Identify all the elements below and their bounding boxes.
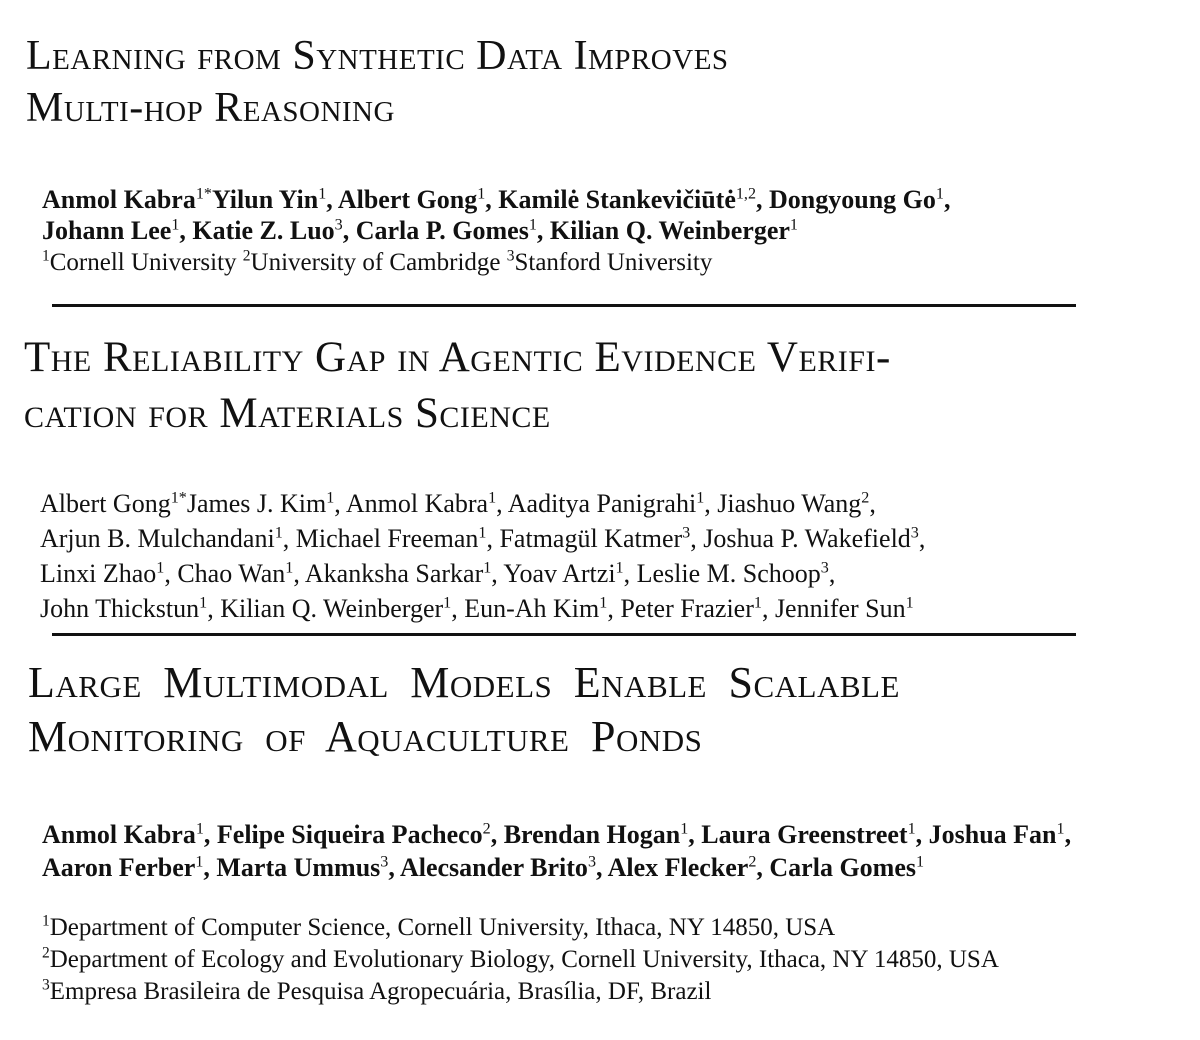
author-line: Anmol Kabra$^1$, Felipe Siqueira Pacheco$^2$, Brendan Hogan$^1$, Laura Greenstreet$^1$, Joshua Fan$^1$, <box>42 820 1072 849</box>
author-affiliation-mark: 1 <box>483 559 492 577</box>
author-affiliation-mark: 2 <box>748 853 757 871</box>
author-footnote-mark: * <box>178 489 187 507</box>
author-name: Kamilė Stankevičiūtė <box>498 185 736 214</box>
author-affiliation-mark: 1 <box>478 524 487 542</box>
author-affiliation-mark: 1 <box>195 853 204 871</box>
affiliation-mark: 3 <box>42 976 50 994</box>
author-name: Leslie M. Schoop <box>636 559 821 588</box>
paper-title-line: The Reliability Gap in Agentic Evidence Verifi- <box>24 334 891 381</box>
author-affiliation-mark: 1 <box>789 216 798 234</box>
author <box>717 489 869 518</box>
author-name: Carla P. Gomes <box>355 216 529 245</box>
author <box>769 853 924 882</box>
author-name: Eun-Ah Kim <box>464 594 600 623</box>
author <box>499 524 690 553</box>
author-name: Dongyoung Go <box>769 185 936 214</box>
author-name: John Thickstun <box>40 594 200 623</box>
author-affiliation-mark: 1 <box>326 489 335 507</box>
author-affiliation-mark: 1,2 <box>735 185 757 203</box>
author-name: Alex Flecker <box>607 853 749 882</box>
author-affiliation-mark: 1 <box>680 820 689 838</box>
author <box>216 853 388 882</box>
paper-title-line: Learning from Synthetic Data Improves <box>26 33 729 79</box>
author <box>775 594 914 623</box>
affiliation-text: Cornell University <box>49 249 237 276</box>
author-name: Marta Ummus <box>216 853 381 882</box>
author-line: Anmol Kabra$^{1*}$Yilun Yin$^1$, Albert Gong$^1$, Kamilė Stankevičiūtė$^{1,2}$, Dongyoung Go$^1$, <box>42 185 951 214</box>
author-list-2 <box>40 486 925 626</box>
author-name: James J. Kim <box>186 489 327 518</box>
author-name: Joshua P. Wakefield <box>703 524 911 553</box>
author-name: Jiashuo Wang <box>717 489 862 518</box>
author-affiliation-mark: 3 <box>682 524 691 542</box>
author <box>701 820 915 849</box>
author <box>217 820 491 849</box>
author <box>769 185 944 214</box>
author-affiliation-mark: 3 <box>587 853 596 871</box>
author-affiliation-mark: 1 <box>753 594 762 612</box>
divider-rule <box>52 304 1076 307</box>
author-affiliation-mark: 3 <box>380 853 389 871</box>
author-name: Aaron Ferber <box>42 853 196 882</box>
author-name: Fatmagül Katmer <box>499 524 683 553</box>
author <box>464 594 607 623</box>
author-name: Linxi Zhao <box>40 559 157 588</box>
author <box>42 185 212 214</box>
author-affiliation-mark: 1 <box>156 559 165 577</box>
author-name: Kilian Q. Weinberger <box>549 216 790 245</box>
author-line: Albert Gong$^{1*}$James J. Kim$^1$, Anmol Kabra$^1$, Aaditya Panigrahi$^1$, Jiashuo Wang$^2$, <box>40 489 876 518</box>
author-name: Michael Freeman <box>295 524 479 553</box>
author <box>40 489 187 518</box>
affiliation-mark: 2 <box>242 247 251 265</box>
author-name: Jennifer Sun <box>774 594 906 623</box>
affiliation-line <box>42 248 712 278</box>
author-name: Johann Lee <box>42 216 172 245</box>
author <box>504 820 689 849</box>
paper-title-line: Large Multimodal Models Enable Scalable <box>28 658 900 707</box>
paper-title-line: cation for Materials Science <box>24 390 551 437</box>
affiliation-list-1 <box>42 248 712 278</box>
author-affiliation-mark: 1 <box>916 853 925 871</box>
affiliation-text: University of Cambridge <box>250 249 501 276</box>
author-affiliation-mark: 1 <box>170 489 179 507</box>
author-affiliation-mark: 1 <box>696 489 705 507</box>
author-affiliation-mark: 1 <box>477 185 486 203</box>
author <box>400 853 596 882</box>
author <box>220 594 451 623</box>
author <box>356 216 537 245</box>
author-affiliation-mark: 1 <box>171 216 180 234</box>
affiliation-list-3 <box>42 912 999 1008</box>
author <box>192 216 342 245</box>
author-affiliation-mark: 1 <box>199 594 208 612</box>
author <box>212 185 326 214</box>
author <box>703 524 919 553</box>
author-name: Felipe Siqueira Pacheco <box>216 820 483 849</box>
author <box>40 594 207 623</box>
author-affiliation-mark: 2 <box>861 489 870 507</box>
author <box>637 559 829 588</box>
author <box>929 820 1065 849</box>
author-affiliation-mark: 1 <box>935 185 944 203</box>
author-name: Albert Gong <box>40 489 171 518</box>
author-name: Peter Frazier <box>620 594 754 623</box>
author <box>498 185 756 214</box>
author-footnote-mark: * <box>203 185 212 203</box>
divider-rule <box>52 633 1076 636</box>
author-affiliation-mark: 3 <box>910 524 919 542</box>
author <box>503 559 623 588</box>
paper-title-2 <box>24 330 891 442</box>
author-name: Akanksha Sarkar <box>304 559 484 588</box>
author-affiliation-mark: 1 <box>488 489 497 507</box>
paper-title-3 <box>28 656 900 764</box>
author-name: Alecsander Brito <box>399 853 588 882</box>
author-affiliation-mark: 1 <box>905 594 914 612</box>
author-affiliation-mark: 1 <box>1056 820 1065 838</box>
author-name: Yoav Artzi <box>503 559 616 588</box>
affiliation-text: Empresa Brasileira de Pesquisa Agropecuária, Brasília, DF, Brazil <box>49 978 712 1005</box>
author-affiliation-mark: 3 <box>334 216 343 234</box>
author-list-1 <box>42 184 950 246</box>
author <box>550 216 798 245</box>
author <box>187 489 334 518</box>
affiliation-line <box>42 944 999 976</box>
author <box>305 559 491 588</box>
affiliation-mark: 2 <box>42 944 50 962</box>
author <box>296 524 487 553</box>
author-name: Yilun Yin <box>211 185 319 214</box>
author <box>620 594 762 623</box>
author-affiliation-mark: 3 <box>820 559 829 577</box>
author-name: Laura Greenstreet <box>701 820 908 849</box>
author <box>338 185 485 214</box>
author-line: Johann Lee$^1$, Katie Z. Luo$^3$, Carla P. Gomes$^1$, Kilian Q. Weinberger$^1$ <box>42 216 798 245</box>
author-affiliation-mark: 1 <box>907 820 916 838</box>
affiliation-mark: 1 <box>42 912 50 930</box>
author <box>40 524 283 553</box>
author-line: Linxi Zhao$^1$, Chao Wan$^1$, Akanksha Sarkar$^1$, Yoav Artzi$^1$, Leslie M. Schoop$^3$, <box>40 559 836 588</box>
author-affiliation-mark: 1 <box>195 185 204 203</box>
author-list-3 <box>42 818 1071 884</box>
author-affiliation-mark: 1 <box>528 216 537 234</box>
author-affiliation-mark: 1 <box>274 524 283 542</box>
author-affiliation-mark: 2 <box>482 820 491 838</box>
author-affiliation-mark: 1 <box>599 594 608 612</box>
author-line: Aaron Ferber$^1$, Marta Ummus$^3$, Alecsander Brito$^3$, Alex Flecker$^2$, Carla Gomes$^1$ <box>42 853 925 882</box>
author-line: John Thickstun$^1$, Kilian Q. Weinberger$^1$, Eun-Ah Kim$^1$, Peter Frazier$^1$, Jennifer Sun$^1$ <box>40 594 914 623</box>
author-affiliation-mark: 1 <box>318 185 327 203</box>
author <box>508 489 705 518</box>
author-name: Joshua Fan <box>928 820 1057 849</box>
author <box>42 853 203 882</box>
author-name: Chao Wan <box>177 559 286 588</box>
affiliation-line <box>42 912 999 944</box>
author <box>42 216 179 245</box>
affiliation-mark: 3 <box>506 247 515 265</box>
author-affiliation-mark: 1 <box>443 594 452 612</box>
author-name: Anmol Kabra <box>42 185 196 214</box>
author <box>608 853 757 882</box>
author-name: Kilian Q. Weinberger <box>220 594 444 623</box>
paper-title-1 <box>26 30 729 134</box>
affiliation-text: Department of Computer Science, Cornell University, Ithaca, NY 14850, USA <box>49 914 836 941</box>
author-name: Anmol Kabra <box>345 489 489 518</box>
affiliation-mark: 1 <box>42 247 50 265</box>
author-name: Albert Gong <box>337 185 478 214</box>
author-name: Carla Gomes <box>769 853 916 882</box>
author <box>42 820 204 849</box>
author-affiliation-mark: 1 <box>195 820 204 838</box>
author <box>177 559 293 588</box>
author-name: Katie Z. Luo <box>192 216 335 245</box>
author-name: Arjun B. Mulchandani <box>40 524 275 553</box>
paper-title-line: Monitoring of Aquaculture Ponds <box>28 712 703 761</box>
author-affiliation-mark: 1 <box>285 559 294 577</box>
author-name: Anmol Kabra <box>42 820 196 849</box>
author-line: Arjun B. Mulchandani$^1$, Michael Freeman$^1$, Fatmagül Katmer$^3$, Joshua P. Wakefield$^3$, <box>40 524 926 553</box>
author-name: Brendan Hogan <box>503 820 681 849</box>
affiliation-line <box>42 976 999 1008</box>
affiliation-text: Department of Ecology and Evolutionary Biology, Cornell University, Ithaca, NY 14850, USA <box>49 946 999 973</box>
author-name: Aaditya Panigrahi <box>507 489 697 518</box>
author <box>346 489 496 518</box>
affiliation-text: Stanford University <box>514 249 713 276</box>
author-affiliation-mark: 1 <box>615 559 624 577</box>
author <box>40 559 164 588</box>
paper-title-line: Multi-hop Reasoning <box>26 85 395 131</box>
